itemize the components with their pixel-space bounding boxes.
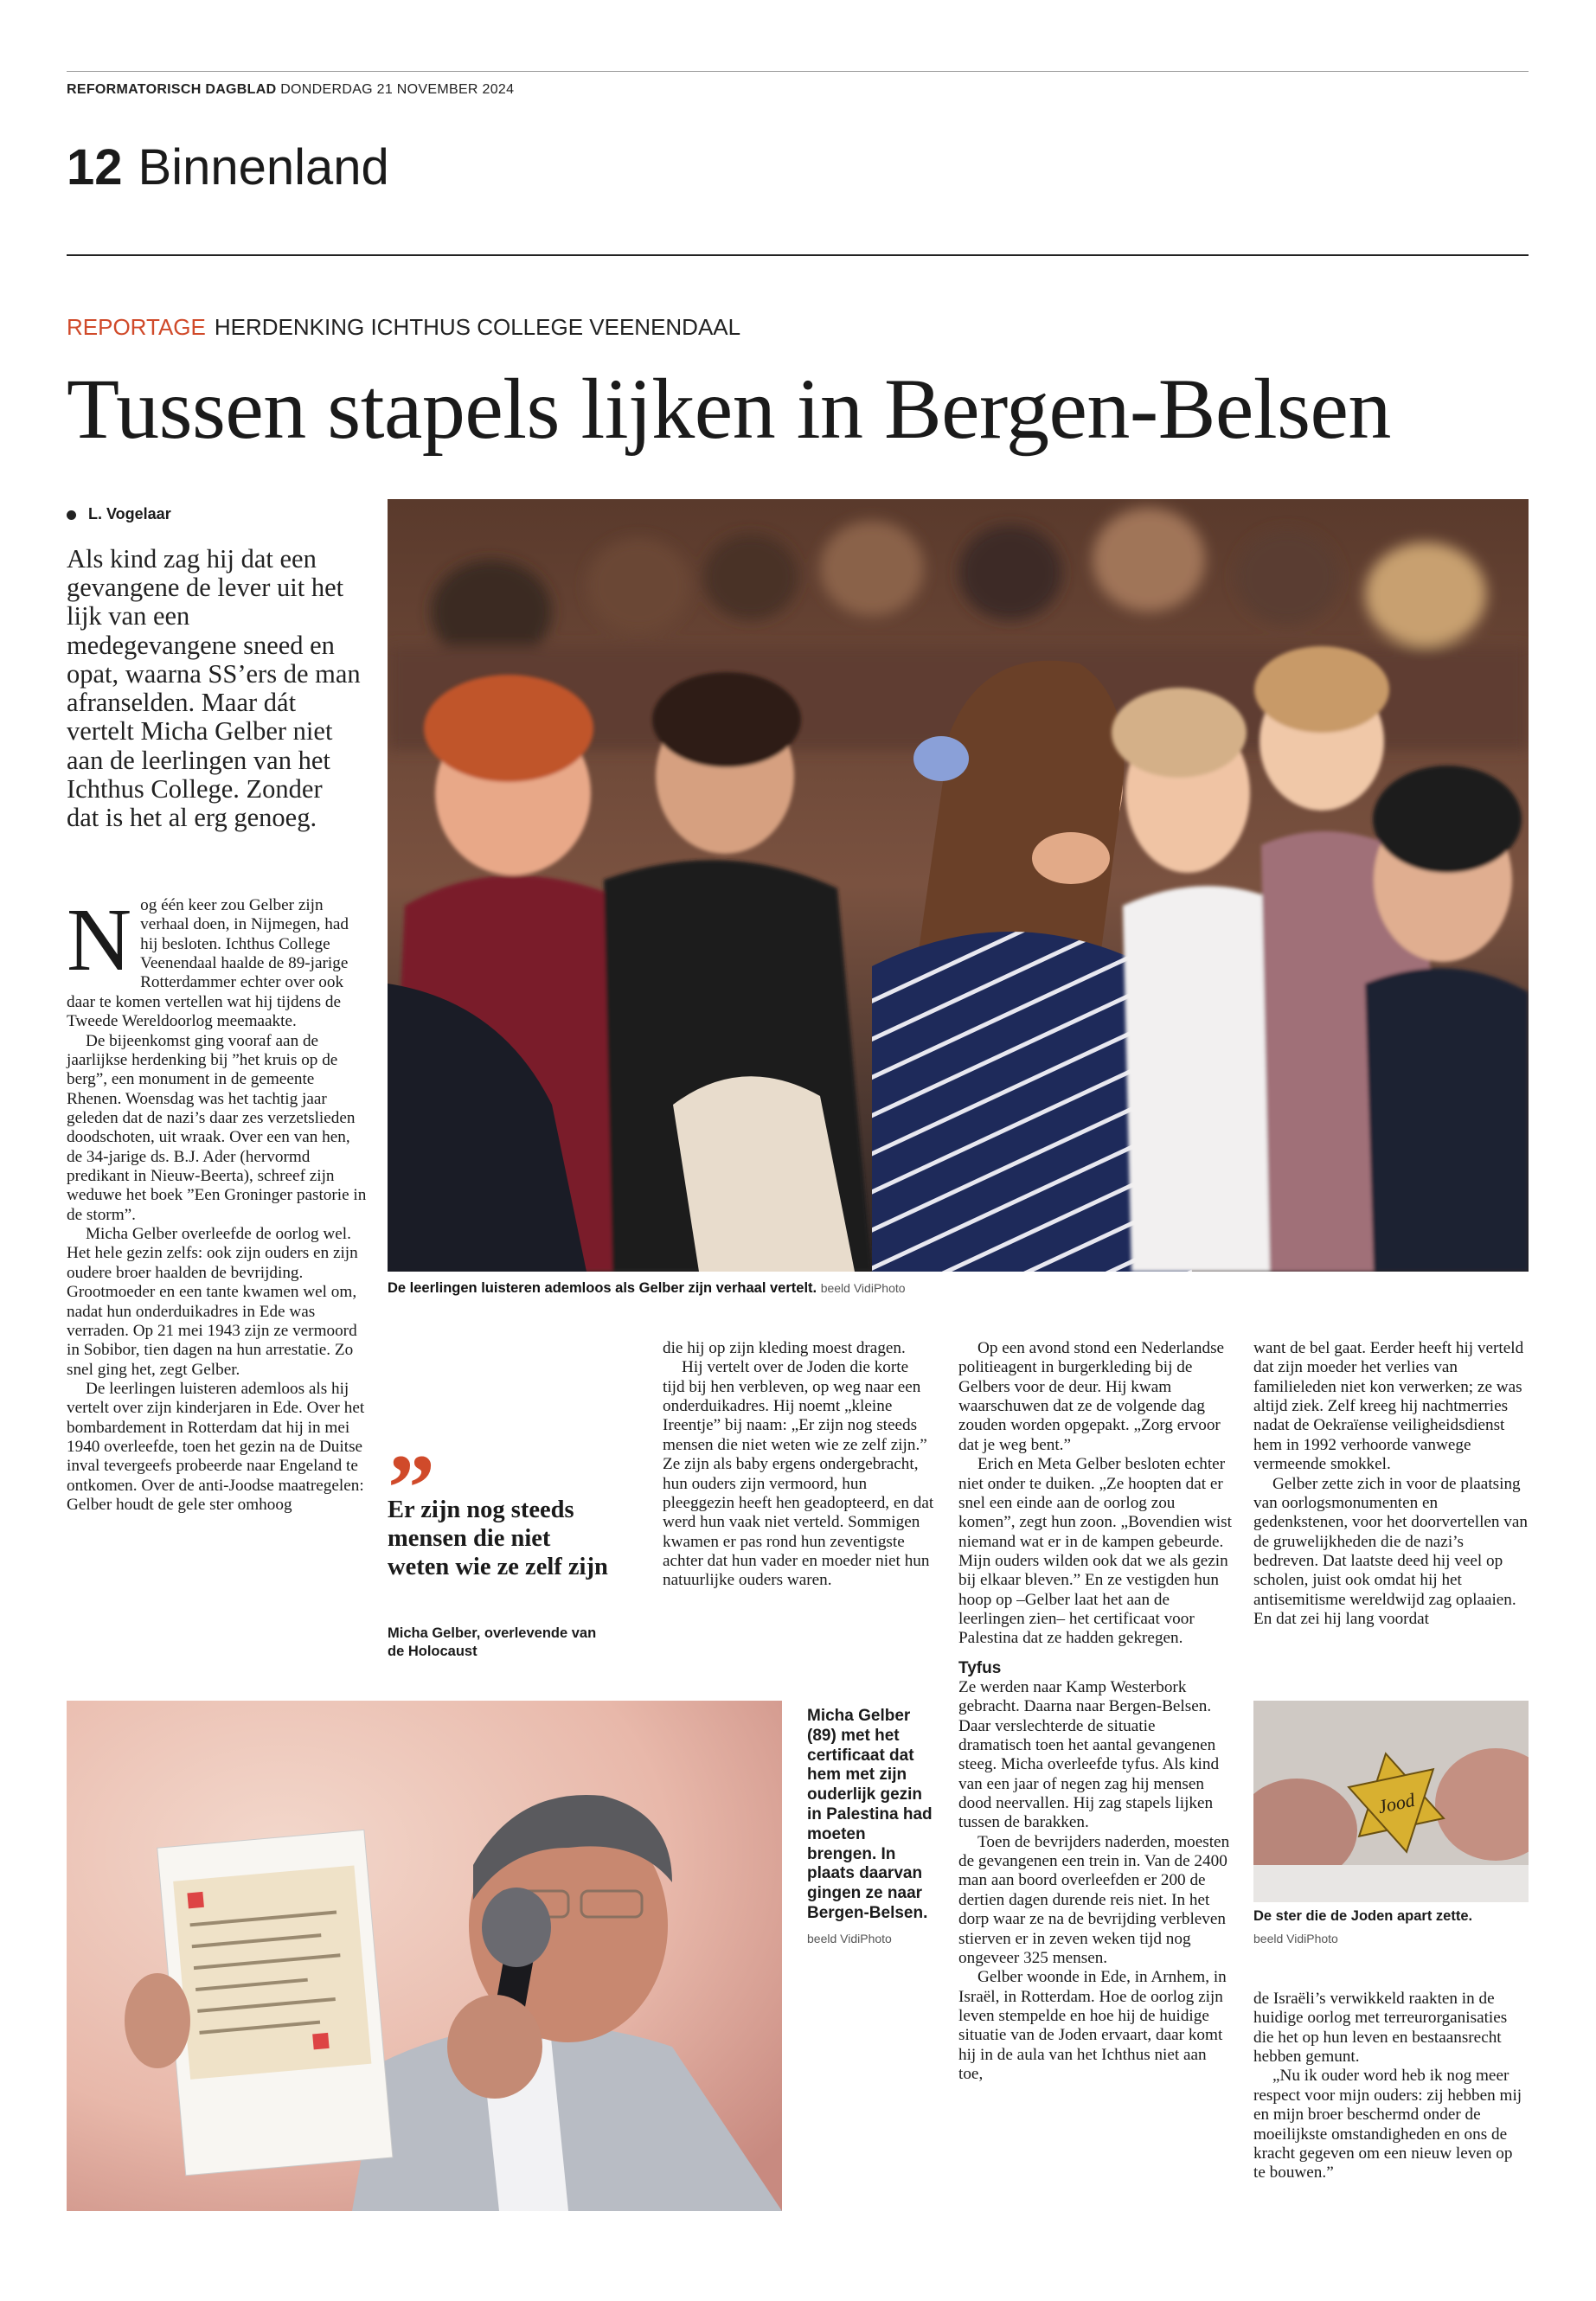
paragraph: Toen de bevrijders naderden, moesten de gevangenen een trein in. Van de 2400 man aan boord overleefden er 200 de dertien dagen durende reis niet. In het dorp waar ze na de bevrijding verbleven stierven er in zeven weken tijd nog ongeveer 325 mensen. [958,1832,1230,1967]
gelber-portrait-photo [67,1701,782,2211]
main-photo-students [388,499,1529,1272]
drop-cap: N [67,890,132,990]
paragraph: Op een avond stond een Nederlandse politieagent in burgerkleding bij de Gelbers voor de deur. Hij kwam waarschuwen dat ze de volgende dag zouden worden opgepakt. „Zorg ervoor dat je weg bent.” [958,1339,1225,1454]
kicker-topic: HERDENKING ICHTHUS COLLEGE VEENENDAAL [214,314,741,340]
yellow-star-photo [1253,1701,1529,1902]
intro-paragraph: Als kind zag hij dat een gevangene de lever uit het lijk van een medegevangene sneed en opat, waarna SS’ers de man afranselden. Maar dát vertelt Micha Gelber niet aan de leerlingen van het Ichthus College. Zonder dat is het al erg genoeg. [67,544,361,833]
paragraph: die hij op zijn kleding moest dragen. [663,1339,906,1357]
paragraph: Gelber zette zich in voor de plaatsing van oorlogsmonumenten en gedenkstenen, voor het doorvertellen van de gruwelijkheden die de nazi’s bedreven. Dat laatste deed hij veel op scholen, juist ook omdat hij het antisemitisme wereldwijd zag oplaaien. En dat zei hij lang voordat [1253,1474,1529,1629]
photo-credit: beeld VidiPhoto [807,1932,892,1945]
byline-bullet [67,510,76,520]
headline: Tussen stapels lijken in Bergen-Belsen [67,361,1391,457]
subheading: Tyfus [958,1658,1002,1677]
top-rule [67,71,1529,72]
gelber-photo-caption: Micha Gelber (89) met het certificaat dat hem met zijn ouderlijk gezin in Palestina had moeten brengen. In plaats daarvan gingen ze naar Bergen-Belsen. [807,1707,933,1922]
caption-text: De leerlingen luisteren ademloos als Gelber zijn verhaal vertelt. [388,1280,817,1296]
quote-mark-icon: ” [388,1435,435,1541]
article-column-3 [958,1339,1232,2084]
paragraph: want de bel gaat. Eerder heeft hij verteld dat zijn moeder het verlies van familieleden niet kon verwerken; ze was altijd ziek. Zelf kreeg hij nachtmerries nadat de Oekraïense veiligheidsdienst hem in 1992 verhoorde vanwege vermeende smokkel. [1253,1339,1524,1474]
article-column-2 [663,1339,934,1591]
photo-credit: beeld VidiPhoto [1253,1932,1338,1945]
paragraph: De leerlingen luisteren ademloos als hij vertelt over zijn kinderjaren in Ede. Over het bombardement in Rotterdam dat hij in mei 1940 overleefde, toen het gezin na de Duitse inval tevergeefs probeerde naar Engeland te ontkomen. Over de anti-Joodse maatregelen: Gelber houdt de gele ster omhoog [67,1379,365,1515]
paper-name: REFORMATORISCH DAGBLAD [67,82,277,97]
masthead [67,82,514,98]
section-header [67,139,389,195]
star-badge-text: Jood [1375,1788,1417,1818]
author-name: L. Vogelaar [88,505,171,522]
article-column-4-continued [1253,1990,1529,2183]
paragraph: De bijeenkomst ging vooraf aan de jaarlijkse herdenking bij ”het kruis op de berg”, een monument in de gemeente Rhenen. Woensdag was het tachtig jaar geleden dat de nazi’s daar zes verzetslieden doodschoten, uit wraak. Over een van hen, de 34-jarige ds. B.J. Ader (hervormd predikant in Nieuw-Beerta), schreef zijn weduwe het boek ”Een Groninger pastorie in de storm”. [67,1031,367,1224]
paragraph: Hij vertelt over de Joden die korte tijd bij hen verbleven, op weg naar een onderduikadres. Hij noemt „kleine Ireentje” bij naam: „Er zijn nog steeds mensen die niet weten wie ze zelf zijn.” Ze zijn als baby ergens ondergebracht, hun ouders zijn vermoord, hun pleeggezin heeft hen geadopteerd, en dat werd hun vaak niet verteld. Sommigen kwamen er pas rond hun zeventigste achter dat hun vader en moeder niet hun natuurlijke ouders waren. [663,1358,934,1590]
article-column-4 [1253,1339,1529,1629]
paragraph: de Israëli’s verwikkeld raakten in de huidige oorlog met terreurorganisaties die het op hun leven en bestaansrecht hebben gemunt. [1253,1990,1508,2067]
article-column-1 [67,890,368,1516]
section-rule [67,254,1529,256]
paragraph: Gelber woonde in Ede, in Arnhem, in Israël, in Rotterdam. Hoe de oorlog zijn leven stempelde en hoe hij de huidige situatie van de Joden ervaart, daar komt hij in de aula van het Ichthus niet aan toe, [958,1968,1227,2084]
paragraph: Micha Gelber overleefde de oorlog wel. Het hele gezin zelfs: ook zijn ouders en zijn oudere broer haalden de bevrijding. Grootmoeder en een tante kwamen wel om, nadat hun onderduikadres in Ede was verraden. Op 21 mei 1943 zijn ze vermoord in Sobibor, tien dagen na hun arrestatie. Zo snel ging het, zegt Gelber. [67,1225,358,1379]
paragraph: Erich en Meta Gelber besloten echter niet onder te duiken. „Ze hoopten dat er snel een einde aan de oorlog zou komen”, zegt hun zoon. „Bovendien wist niemand wat er in de kampen gebeurde. Mijn ouders wilden ook dat we als gezin bij elkaar bleven.” En ze vestigden hun hoop op –Gelber laat het aan de leerlingen zien– het certificaat voor Palestina dat ze hadden gekregen. [958,1455,1232,1648]
section-name: Binnenland [138,139,389,195]
byline [67,505,171,523]
kicker-label: REPORTAGE [67,314,206,340]
star-photo-caption: De ster die de Joden apart zette. [1253,1908,1473,1924]
paragraph: Ze werden naar Kamp Westerbork gebracht. Daarna naar Bergen-Belsen. Daar verslechterde de situatie dramatisch toen het aantal gevangenen steeg. Micha overleefde tyfus. Als kind van een jaar of negen zag hij mensen dood neervallen. Hij zag stapels lijken tussen de barakken. [958,1677,1220,1832]
paragraph: Nog één keer zou Gelber zijn verhaal doen, in Nijmegen, had hij besloten. Ichthus College Veenendaal haalde de 89-jarige Rotterdammer echter over ook daar te komen vertellen wat hij tijdens de Tweede Wereldoorlog meemaakte. [67,890,349,1031]
kicker [67,314,740,341]
photo-credit: beeld VidiPhoto [820,1281,906,1295]
paragraph: „Nu ik ouder word heb ik nog meer respect voor mijn ouders: zij hebben mij en mijn broer beschermd onder de moeilijkste omstandigheden en ons de kracht gegeven om een nieuw leven op te bouwen.” [1253,2067,1522,2182]
main-photo-caption [388,1280,906,1297]
issue-date: DONDERDAG 21 NOVEMBER 2024 [280,82,515,97]
pull-quote: Er zijn nog steeds mensen die niet weten wie ze zelf zijn [388,1497,608,1580]
quote-attribution: Micha Gelber, overlevende van de Holocaust [388,1625,597,1660]
page-number: 12 [67,139,123,195]
